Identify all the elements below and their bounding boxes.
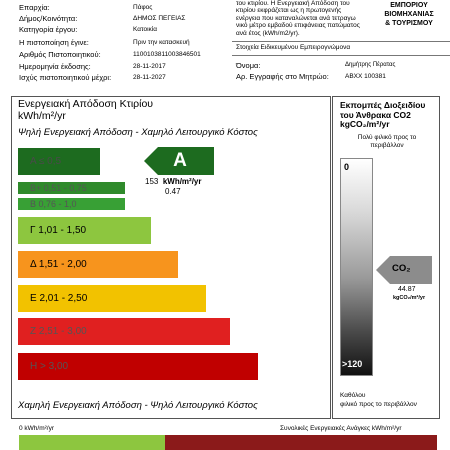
- total-energy-bar: [19, 435, 437, 450]
- co2-unit-line: kgCO₂/m²/yr: [340, 119, 390, 129]
- ministry-line: & ΤΟΥΡΙΣΜΟΥ: [385, 20, 433, 27]
- expert-section-title: Στοιχεία Ειδικευμένου Εμπειρογνώμονα: [236, 44, 351, 51]
- intro-text: [236, 0, 366, 37]
- ministry-logo-text: [370, 1, 448, 28]
- total-energy-bar-fill: [19, 435, 165, 450]
- header-section: [0, 0, 450, 88]
- energy-band-b: Β 0,76 - 1,0: [18, 198, 125, 210]
- co2-scale-top-label: 0: [344, 162, 350, 172]
- expert-registration-label: Αρ. Εγγραφής στο Μητρώο:: [236, 72, 329, 81]
- co2-unit: kgCO₂/m²/yr: [393, 295, 426, 301]
- municipality-label: Δήμος/Κοινότητα:: [19, 14, 78, 23]
- rating-value-row: [145, 177, 201, 186]
- co2-top-caption: [342, 134, 432, 150]
- certification-stage-value: Πριν την κατασκευή: [133, 39, 190, 46]
- co2-panel-title: [340, 101, 425, 130]
- municipality-value: ΔΗΜΟΣ ΠΕΓΕΙΑΣ: [133, 15, 186, 22]
- certificate-number-value: 1100103811003846501: [133, 51, 201, 58]
- intro-line: κτιρίου εκφράζεται ως η πρωτογενής: [236, 7, 342, 15]
- category-value: Κατοικία: [133, 26, 158, 33]
- expert-divider: [232, 41, 450, 42]
- certificate-number-label: Αριθμός Πιστοποιητικού:: [19, 50, 101, 59]
- footer-right-label: Συνολικές Ενεργειακές Ανάγκες kWh/m²/yr: [280, 425, 402, 432]
- category-label: Κατηγορία έργου:: [19, 25, 78, 34]
- issue-date-value: 28-11-2017: [133, 63, 166, 70]
- expert-divider: [232, 55, 450, 56]
- co2-gradient-scale: [340, 158, 373, 376]
- expert-name-label: Όνομα:: [236, 61, 261, 70]
- intro-line: του κτιρίου. Η Ενεργειακή Απόδοση του: [236, 0, 350, 7]
- co2-bottom-caption: [340, 391, 417, 409]
- energy-band-a: Α ≤ 0,5: [18, 148, 100, 175]
- co2-caption-line: Καθόλου: [340, 392, 366, 399]
- energy-unit-line: kWh/m²/yr: [18, 109, 66, 122]
- expert-name-value: Δημήτρης Πέρατας: [345, 62, 396, 68]
- low-efficiency-caption: Χαμηλή Ενεργειακή Απόδοση - Ψηλό Λειτουργικό Κόστος: [18, 400, 258, 411]
- co2-arrow-label: CO₂: [392, 263, 411, 274]
- intro-line: νικό μέτρο εμβαδού επιφάνειας πατώματος: [236, 22, 360, 30]
- energy-band-d: Δ 1,51 - 2,00: [18, 251, 178, 278]
- energy-title-line: Ενεργειακή Απόδοση Κτιρίου: [18, 98, 154, 110]
- expert-registration-value: ΑΒΧΧ 100381: [345, 73, 386, 80]
- rating-value: 153: [145, 177, 159, 186]
- energy-band-f: Ζ 2,51 - 3,00: [18, 318, 230, 345]
- district-label: Επαρχία:: [19, 3, 50, 12]
- co2-title-line: Εκπομπές Διοξειδίου: [340, 100, 426, 110]
- ministry-line: ΕΜΠΟΡΙΟΥ: [390, 2, 428, 9]
- ministry-line: ΒΙΟΜΗΧΑΝΙΑΣ: [384, 11, 434, 18]
- rating-unit: kWh/m²/yr: [162, 177, 202, 186]
- district-value: Πάφος: [133, 4, 153, 11]
- footer-left-label: 0 kWh/m²/yr: [19, 425, 55, 432]
- energy-band-b-plus: Β+ 0,51 - 0,75: [18, 182, 125, 194]
- certification-stage-label: Η πιστοποίηση έγινε:: [19, 38, 89, 47]
- energy-band-c: Γ 1,01 - 1,50: [18, 217, 151, 244]
- high-efficiency-caption: Ψηλή Ενεργειακή Απόδοση - Χαμηλό Λειτουργικό Κόστος: [18, 127, 258, 138]
- rating-letter: A: [173, 150, 187, 171]
- issue-date-label: Ημερομηνία έκδοσης:: [19, 62, 91, 71]
- co2-caption-line: φιλικό προς το περιβάλλον: [340, 401, 417, 408]
- co2-caption-line: περιβάλλον: [370, 142, 404, 149]
- intro-line: ενέργεια που καταναλώνεται ανά τετραγω: [236, 14, 356, 22]
- energy-band-g: Η > 3,00: [18, 353, 258, 380]
- co2-scale-bottom-label: >120: [342, 359, 363, 369]
- co2-value: 44.87: [398, 286, 416, 293]
- valid-until-label: Ισχύς πιστοποιητικού μέχρι:: [19, 73, 112, 82]
- energy-band-e: Ε 2,01 - 2,50: [18, 285, 206, 312]
- valid-until-value: 28-11-2027: [133, 74, 166, 81]
- intro-line: ανά έτος (kWh/m2/yr).: [236, 29, 300, 37]
- rating-ratio: 0.47: [165, 187, 181, 196]
- co2-title-line: του Άνθρακα CO2: [340, 109, 411, 120]
- co2-caption-line: Πολύ φιλικό προς το: [357, 134, 417, 141]
- energy-panel-title: [18, 99, 153, 122]
